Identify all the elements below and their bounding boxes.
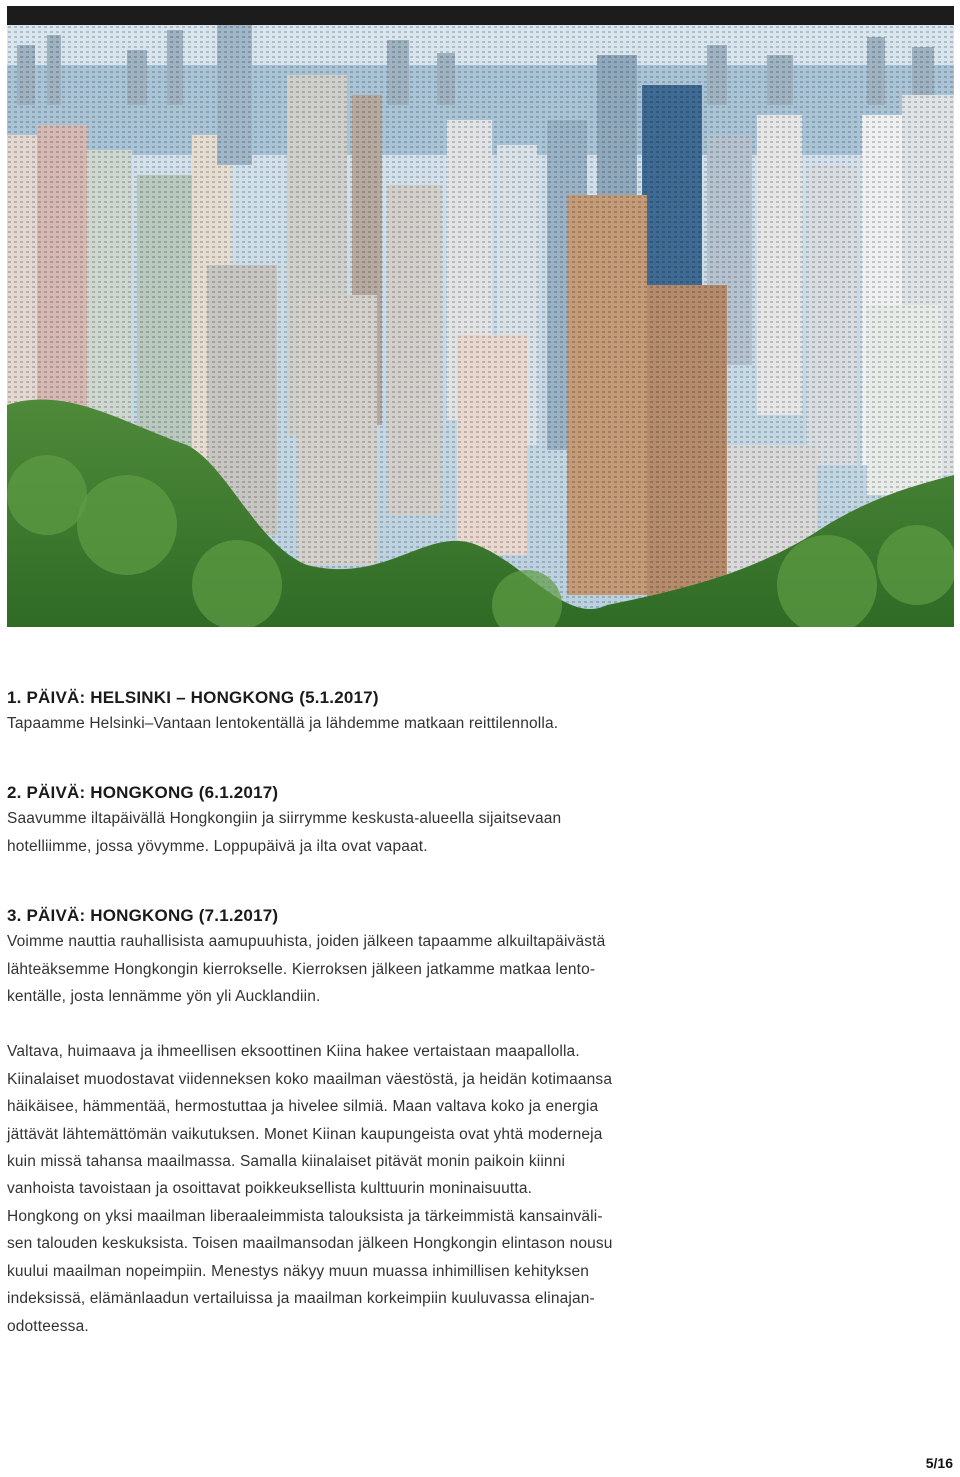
- description-line: sen talouden keskuksista. Toisen maailmansodan jälkeen Hongkongin elintason nousu: [7, 1235, 613, 1253]
- description-line: häikäisee, hämmentää, hermostuttaa ja hivelee silmiä. Maan valtava koko ja energia: [7, 1098, 599, 1116]
- description-line: Hongkong on yksi maailman liberaaleimmista talouksista ja tärkeimmistä kansainväli-: [7, 1207, 603, 1225]
- skyline-illustration: [7, 25, 954, 627]
- day-2-title: 2. PÄIVÄ: HONGKONG (6.1.2017): [7, 783, 279, 803]
- day-2-line: hotelliimme, jossa yövymme. Loppupäivä ja ilta ovat vapaat.: [7, 837, 428, 855]
- day-2-section: [7, 781, 707, 860]
- description-line: vanhoista tavoistaan ja osoittavat poikkeuksellista kulttuurin moninaisuutta.: [7, 1180, 533, 1198]
- description-line: Valtava, huimaava ja ihmeellisen eksoottinen Kiina hakee vertaistaan maapallolla.: [7, 1043, 580, 1061]
- page-number: 5/16: [925, 1455, 953, 1471]
- description-section: [7, 1038, 707, 1339]
- description-line: kuului maailman nopeimpiin. Menestys näkyy muun muassa inhimillisen kehityksen: [7, 1262, 590, 1280]
- day-1-section: [7, 686, 707, 737]
- day-3-section: [7, 904, 707, 1010]
- itinerary-content: [7, 686, 707, 1340]
- day-3-line: kentälle, josta lennämme yön yli Aucklandiin.: [7, 988, 321, 1006]
- day-1-line: Tapaamme Helsinki–Vantaan lentokentällä ja lähdemme matkaan reittilennolla.: [7, 715, 559, 732]
- top-header-bar: [7, 6, 954, 25]
- day-3-line: lähteäksemme Hongkongin kierrokselle. Kierroksen jälkeen jatkamme matkaa lento-: [7, 960, 596, 978]
- description-line: jättävät lähtemättömän vaikutuksen. Monet Kiinan kaupungeista ovat yhtä moderneja: [7, 1125, 603, 1143]
- day-3-line: Voimme nauttia rauhallisista aamupuuhista, joiden jälkeen tapaamme alkuiltapäivästä: [7, 933, 606, 951]
- description-line: Kiinalaiset muodostavat viidenneksen koko maailman väestöstä, ja heidän kotimaansa: [7, 1070, 613, 1088]
- day-2-line: Saavumme iltapäivällä Hongkongiin ja siirrymme keskusta-alueella sijaitsevaan: [7, 810, 562, 828]
- day-3-title: 3. PÄIVÄ: HONGKONG (7.1.2017): [7, 906, 279, 926]
- day-1-title: 1. PÄIVÄ: HELSINKI – HONGKONG (5.1.2017): [7, 688, 379, 707]
- description-line: kuin missä tahansa maailmassa. Samalla kiinalaiset pitävät monin paikoin kiinni: [7, 1153, 566, 1171]
- hong-kong-skyline-photo: [7, 25, 954, 627]
- description-line: odotteessa.: [7, 1317, 89, 1335]
- description-line: indeksissä, elämänlaadun vertailuissa ja maailman korkeimpiin kuuluvassa elinajan-: [7, 1290, 595, 1308]
